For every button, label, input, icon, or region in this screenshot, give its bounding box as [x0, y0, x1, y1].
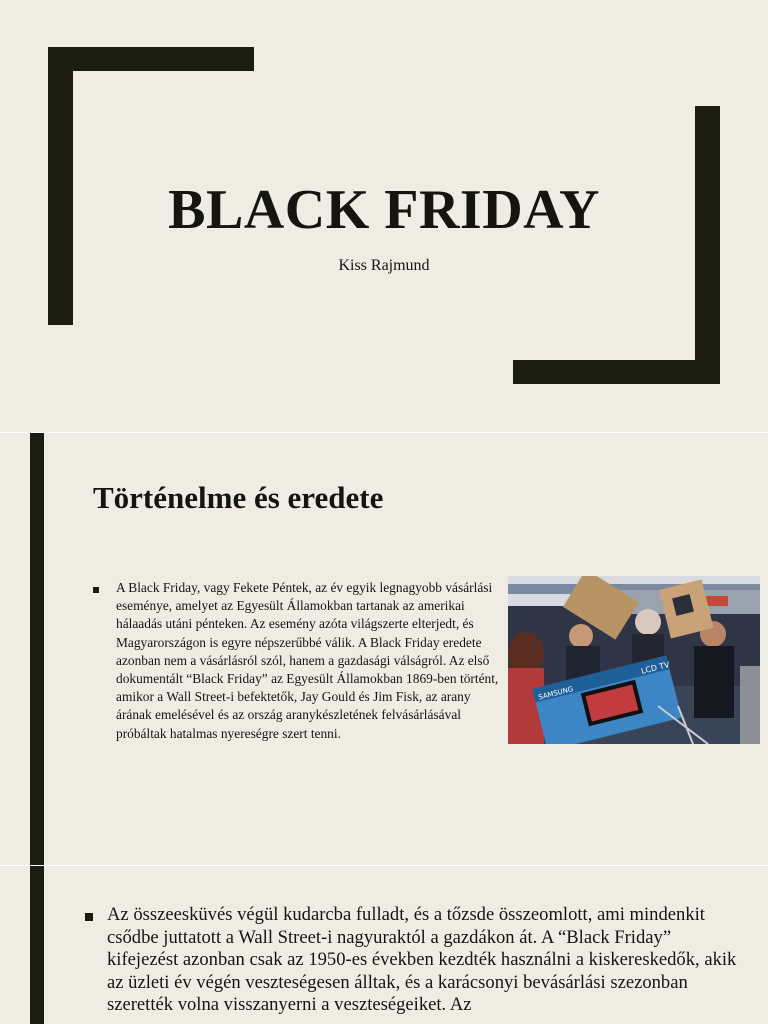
brand-label: SAMSUNG	[537, 685, 575, 702]
slide-subtitle: Kiss Rajmund	[338, 257, 430, 274]
shopping-crowd-photo	[508, 576, 760, 744]
bullet-paragraph: A Black Friday, vagy Fekete Péntek, az év egyik legnagyobb vásárlási eseménye, amelyet az Egyesült Államokban tartanak az amerikai hálaadás utáni pénteken. Az esemény azóta világszerte elterjedt, és Magyarországon is egyre népszerűbbé válik. A Black Friday eredete azonban nem a vásárlásról szól, hanem a gazdasági válságról. Az első dokumentált “Black Friday” az Egyesült Államokban 1869-ben történt, amikor a Wall Street-i befektetők, Jay Gould és Jim Fisk, az arany árának emelésével és az ország aranykészletének felvásárlásával próbáltak hatalmas nyereségre szert tenni.	[116, 580, 499, 741]
slide-heading: Történelme és eredete	[93, 480, 384, 515]
bullet-square-icon	[93, 587, 99, 593]
corner-bracket-bottom-horizontal	[513, 360, 720, 384]
continuation-slide	[0, 866, 768, 1024]
left-accent-bar	[30, 866, 44, 1024]
title-slide	[0, 0, 768, 432]
slide-title: BLACK FRIDAY	[168, 179, 600, 241]
corner-bracket-bottom-vertical	[695, 106, 720, 384]
shopping-crowd-image	[508, 576, 760, 744]
lcd-tv-label: LCD TV	[640, 660, 671, 676]
corner-bracket-top-horizontal	[48, 47, 254, 71]
left-accent-bar	[30, 433, 44, 865]
history-slide	[0, 433, 768, 865]
bullet-square-icon	[85, 913, 93, 921]
bullet-paragraph: Az összeesküvés végül kudarcba fulladt, és a tőzsde összeomlott, ami mindenkit csődbe juttatott a Wall Street-i nagyuraktól a gazdákon át. A “Black Friday” kifejezést azonban csak az 1950-es években kezdték használni a kiskereskedők, akik az üzleti év végén veszteségesen álltak, és a karácsonyi bevásárlási szezonban szerették volna visszanyerni a veszteségeiket. Az	[107, 904, 737, 1016]
